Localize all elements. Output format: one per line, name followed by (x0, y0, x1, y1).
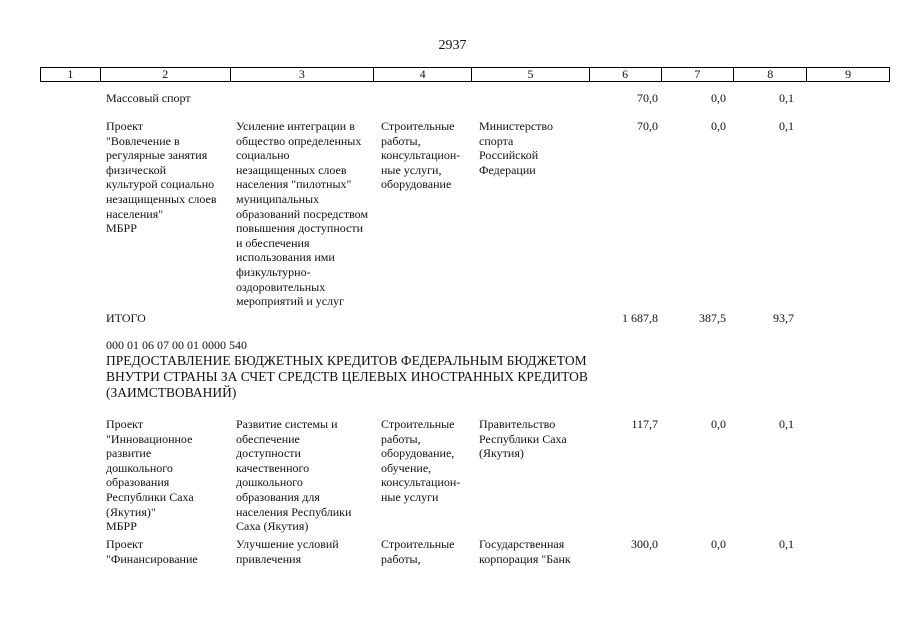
project1-v6: 70,0 (637, 119, 658, 133)
header-col-1: 1 (41, 68, 101, 81)
header-col-9: 9 (845, 67, 852, 81)
project3-v8: 0,1 (779, 537, 794, 551)
project3-goal: Улучшение условий привлечения (236, 537, 339, 566)
project3-v6: 300,0 (631, 537, 658, 551)
header-col-8: 8 (734, 68, 807, 81)
row-mass-sport-v8: 0,1 (779, 91, 794, 105)
project2-v7: 0,0 (711, 417, 726, 431)
project1-name: Проект "Вовлечение в регулярные занятия физической культурой социально незащищенных слоев населения" МБРР (106, 119, 217, 236)
header-col-5: 5 (472, 68, 590, 81)
header-col-4: 4 (374, 68, 472, 81)
page-number: 2937 (438, 38, 467, 53)
total-v6: 1 687,8 (622, 311, 658, 325)
row-mass-sport-v7: 0,0 (711, 91, 726, 105)
project1-agency: Министерство спорта Российской Федерации (479, 119, 553, 177)
total-v7: 387,5 (699, 311, 726, 325)
section-title: ПРЕДОСТАВЛЕНИЕ БЮДЖЕТНЫХ КРЕДИТОВ ФЕДЕРАЛЬНЫМ БЮДЖЕТОМ ВНУТРИ СТРАНЫ ЗА СЧЕТ СРЕДСТВ ЦЕЛЕВЫХ ИНОСТРАННЫХ КРЕДИТОВ (ЗАИМСТВОВАНИЙ) (106, 353, 588, 400)
row-mass-sport-name: Массовый спорт (106, 91, 191, 105)
project2-goal: Развитие системы и обеспечение доступности качественного дошкольного образования для населения Республики Саха (Якутия) (236, 417, 352, 534)
row-mass-sport-v6: 70,0 (637, 91, 658, 105)
total-label: ИТОГО (106, 311, 146, 325)
header-col-6: 6 (590, 68, 662, 81)
project2-works: Строительные работы, оборудование, обучение, консультацион- ные услуги (381, 417, 461, 504)
project3-works: Строительные работы, (381, 537, 455, 566)
project1-works: Строительные работы, консультацион- ные услуги, оборудование (381, 119, 461, 192)
project3-agency: Государственная корпорация "Банк (479, 537, 571, 566)
section-code: 000 01 06 07 00 01 0000 540 (106, 338, 247, 352)
project2-name: Проект "Инновационное развитие дошкольного образования Республики Саха (Якутия)" МБРР (106, 417, 194, 534)
project2-v8: 0,1 (779, 417, 794, 431)
header-col-7: 7 (662, 68, 735, 81)
project2-v6: 117,7 (631, 417, 658, 431)
project2-agency: Правительство Республики Саха (Якутия) (479, 417, 567, 461)
project3-v7: 0,0 (711, 537, 726, 551)
header-col-2: 2 (101, 68, 231, 81)
project1-v8: 0,1 (779, 119, 794, 133)
table-header (40, 67, 890, 82)
project3-name: Проект "Финансирование (106, 537, 198, 566)
header-col-3: 3 (231, 68, 375, 81)
total-v8: 93,7 (773, 311, 794, 325)
project1-v7: 0,0 (711, 119, 726, 133)
project1-goal: Усиление интеграции в общество определенных социально незащищенных слоев населения "пилотных" муниципальных образований посредством повышения доступности и обеспечения использования ими физкультурно- оздоровительных мероприятий и услуг (236, 119, 369, 309)
